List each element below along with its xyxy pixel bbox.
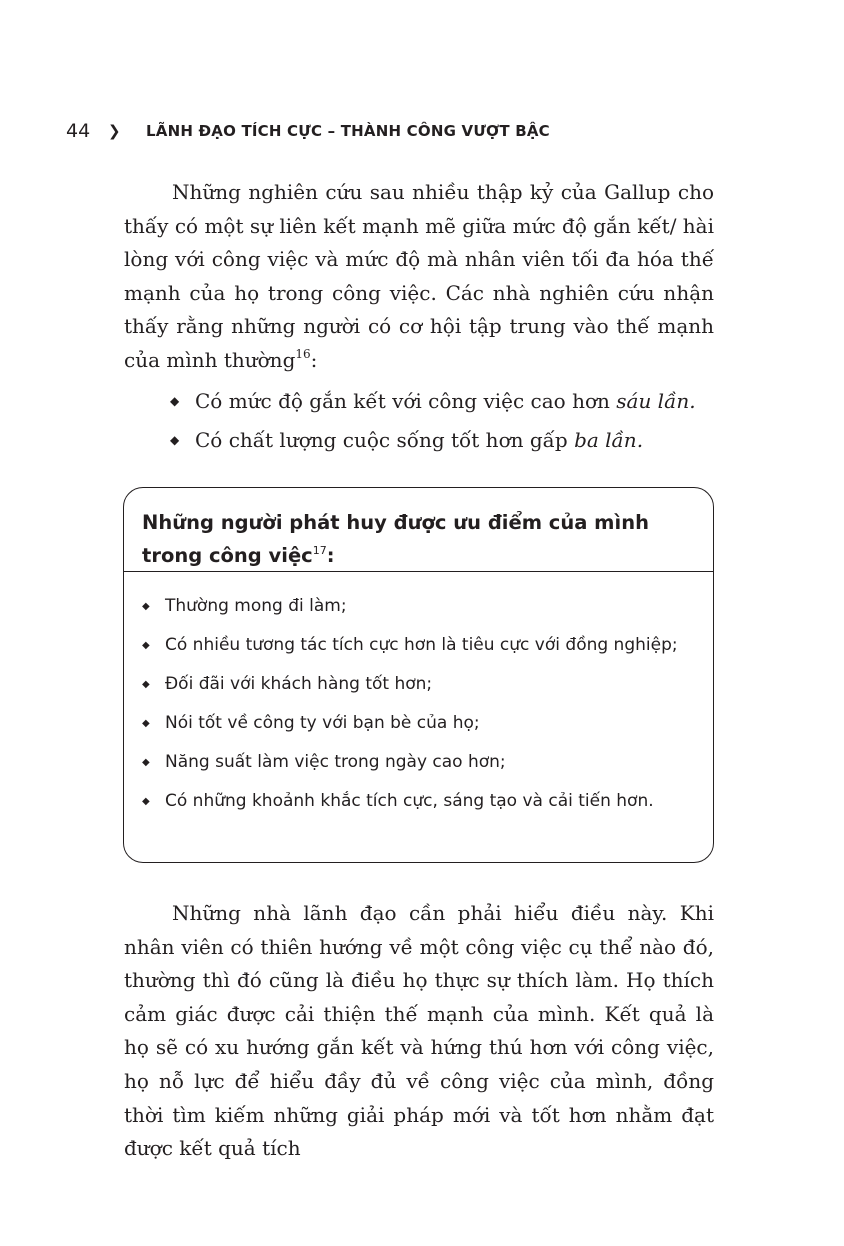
findings-list: [124, 385, 724, 462]
callout-list: [124, 572, 713, 818]
callout-item-text: Có những khoảnh khắc tích cực, sáng tạo và cải tiến hơn.: [165, 791, 654, 811]
diamond-bullet-icon: ◆: [142, 796, 150, 807]
intro-ending: :: [310, 347, 318, 372]
finding-text: Có chất lượng cuộc sống tốt hơn gấp: [195, 427, 575, 452]
list-item: [124, 385, 724, 419]
diamond-bullet-icon: ◆: [170, 432, 180, 447]
diamond-bullet-icon: ◆: [170, 394, 180, 408]
closing-paragraph: Những nhà lãnh đạo cần phải hiểu điều này. Khi nhân viên có thiên hướng về một công việc cụ thể nào đó, thường thì đó cũng là điều họ thực sự thích làm. Họ thích cảm giác được cải thiện thế mạnh của mình. Kết quả là họ sẽ có xu hướng gắn kết và hứng thú hơn với công việc, họ nỗ lực để hiểu đầy đủ về công việc của mình, đồng thời tìm kiếm những giải pháp mới và tốt hơn nhằm đạt được kết quả tích: [124, 901, 714, 1161]
callout-item-text: Đối đãi với khách hàng tốt hơn;: [165, 674, 433, 694]
callout-box: [123, 487, 714, 863]
finding-text: Có mức độ gắn kết với công việc cao hơn: [195, 389, 617, 413]
callout-title-text: Những người phát huy được ưu điểm của mình trong công việc: [142, 511, 649, 567]
page-number: 44: [66, 120, 91, 142]
callout-title-ending: :: [326, 544, 335, 567]
diamond-bullet-icon: ◆: [142, 679, 150, 690]
finding-ending: .: [636, 427, 644, 452]
list-item: [124, 424, 724, 458]
intro-text: Những nghiên cứu sau nhiều thập kỷ của Gallup cho thấy có một sự liên kết mạnh mẽ giữa mức độ gắn kết/ hài lòng với công việc và mức độ mà nhân viên tối đa hóa thế mạnh của họ trong công việc. Các nhà nghiên cứu nhận thấy rằng những người có cơ hội tập trung vào thế mạnh của mình thường: [124, 180, 714, 372]
list-item: [142, 590, 695, 623]
list-item: [142, 785, 695, 818]
callout-item-text: Có nhiều tương tác tích cực hơn là tiêu cực với đồng nghiệp;: [165, 635, 678, 655]
list-item: [142, 668, 695, 701]
callout-item-text: Nói tốt về công ty với bạn bè của họ;: [165, 713, 480, 733]
finding-emphasis: ba lần: [574, 427, 637, 452]
callout-title: [124, 488, 713, 572]
finding-emphasis: sáu lần: [616, 389, 690, 413]
finding-ending: .: [689, 389, 696, 413]
callout-item-text: Năng suất làm việc trong ngày cao hơn;: [165, 752, 506, 772]
diamond-bullet-icon: ◆: [142, 757, 150, 768]
list-item: [142, 629, 695, 662]
intro-paragraph: [124, 176, 714, 378]
chevron-right-icon: ❯: [108, 122, 121, 140]
list-item: [142, 707, 695, 740]
running-title: LÃNH ĐẠO TÍCH CỰC – THÀNH CÔNG VƯỢT BẬC: [146, 122, 550, 140]
diamond-bullet-icon: ◆: [142, 601, 150, 612]
diamond-bullet-icon: ◆: [142, 718, 150, 729]
footnote-ref-16: 16: [295, 346, 311, 361]
diamond-bullet-icon: ◆: [142, 640, 150, 651]
callout-item-text: Thường mong đi làm;: [165, 596, 347, 616]
list-item: [142, 746, 695, 779]
running-header: [66, 117, 550, 145]
footnote-ref-17: 17: [312, 544, 327, 557]
